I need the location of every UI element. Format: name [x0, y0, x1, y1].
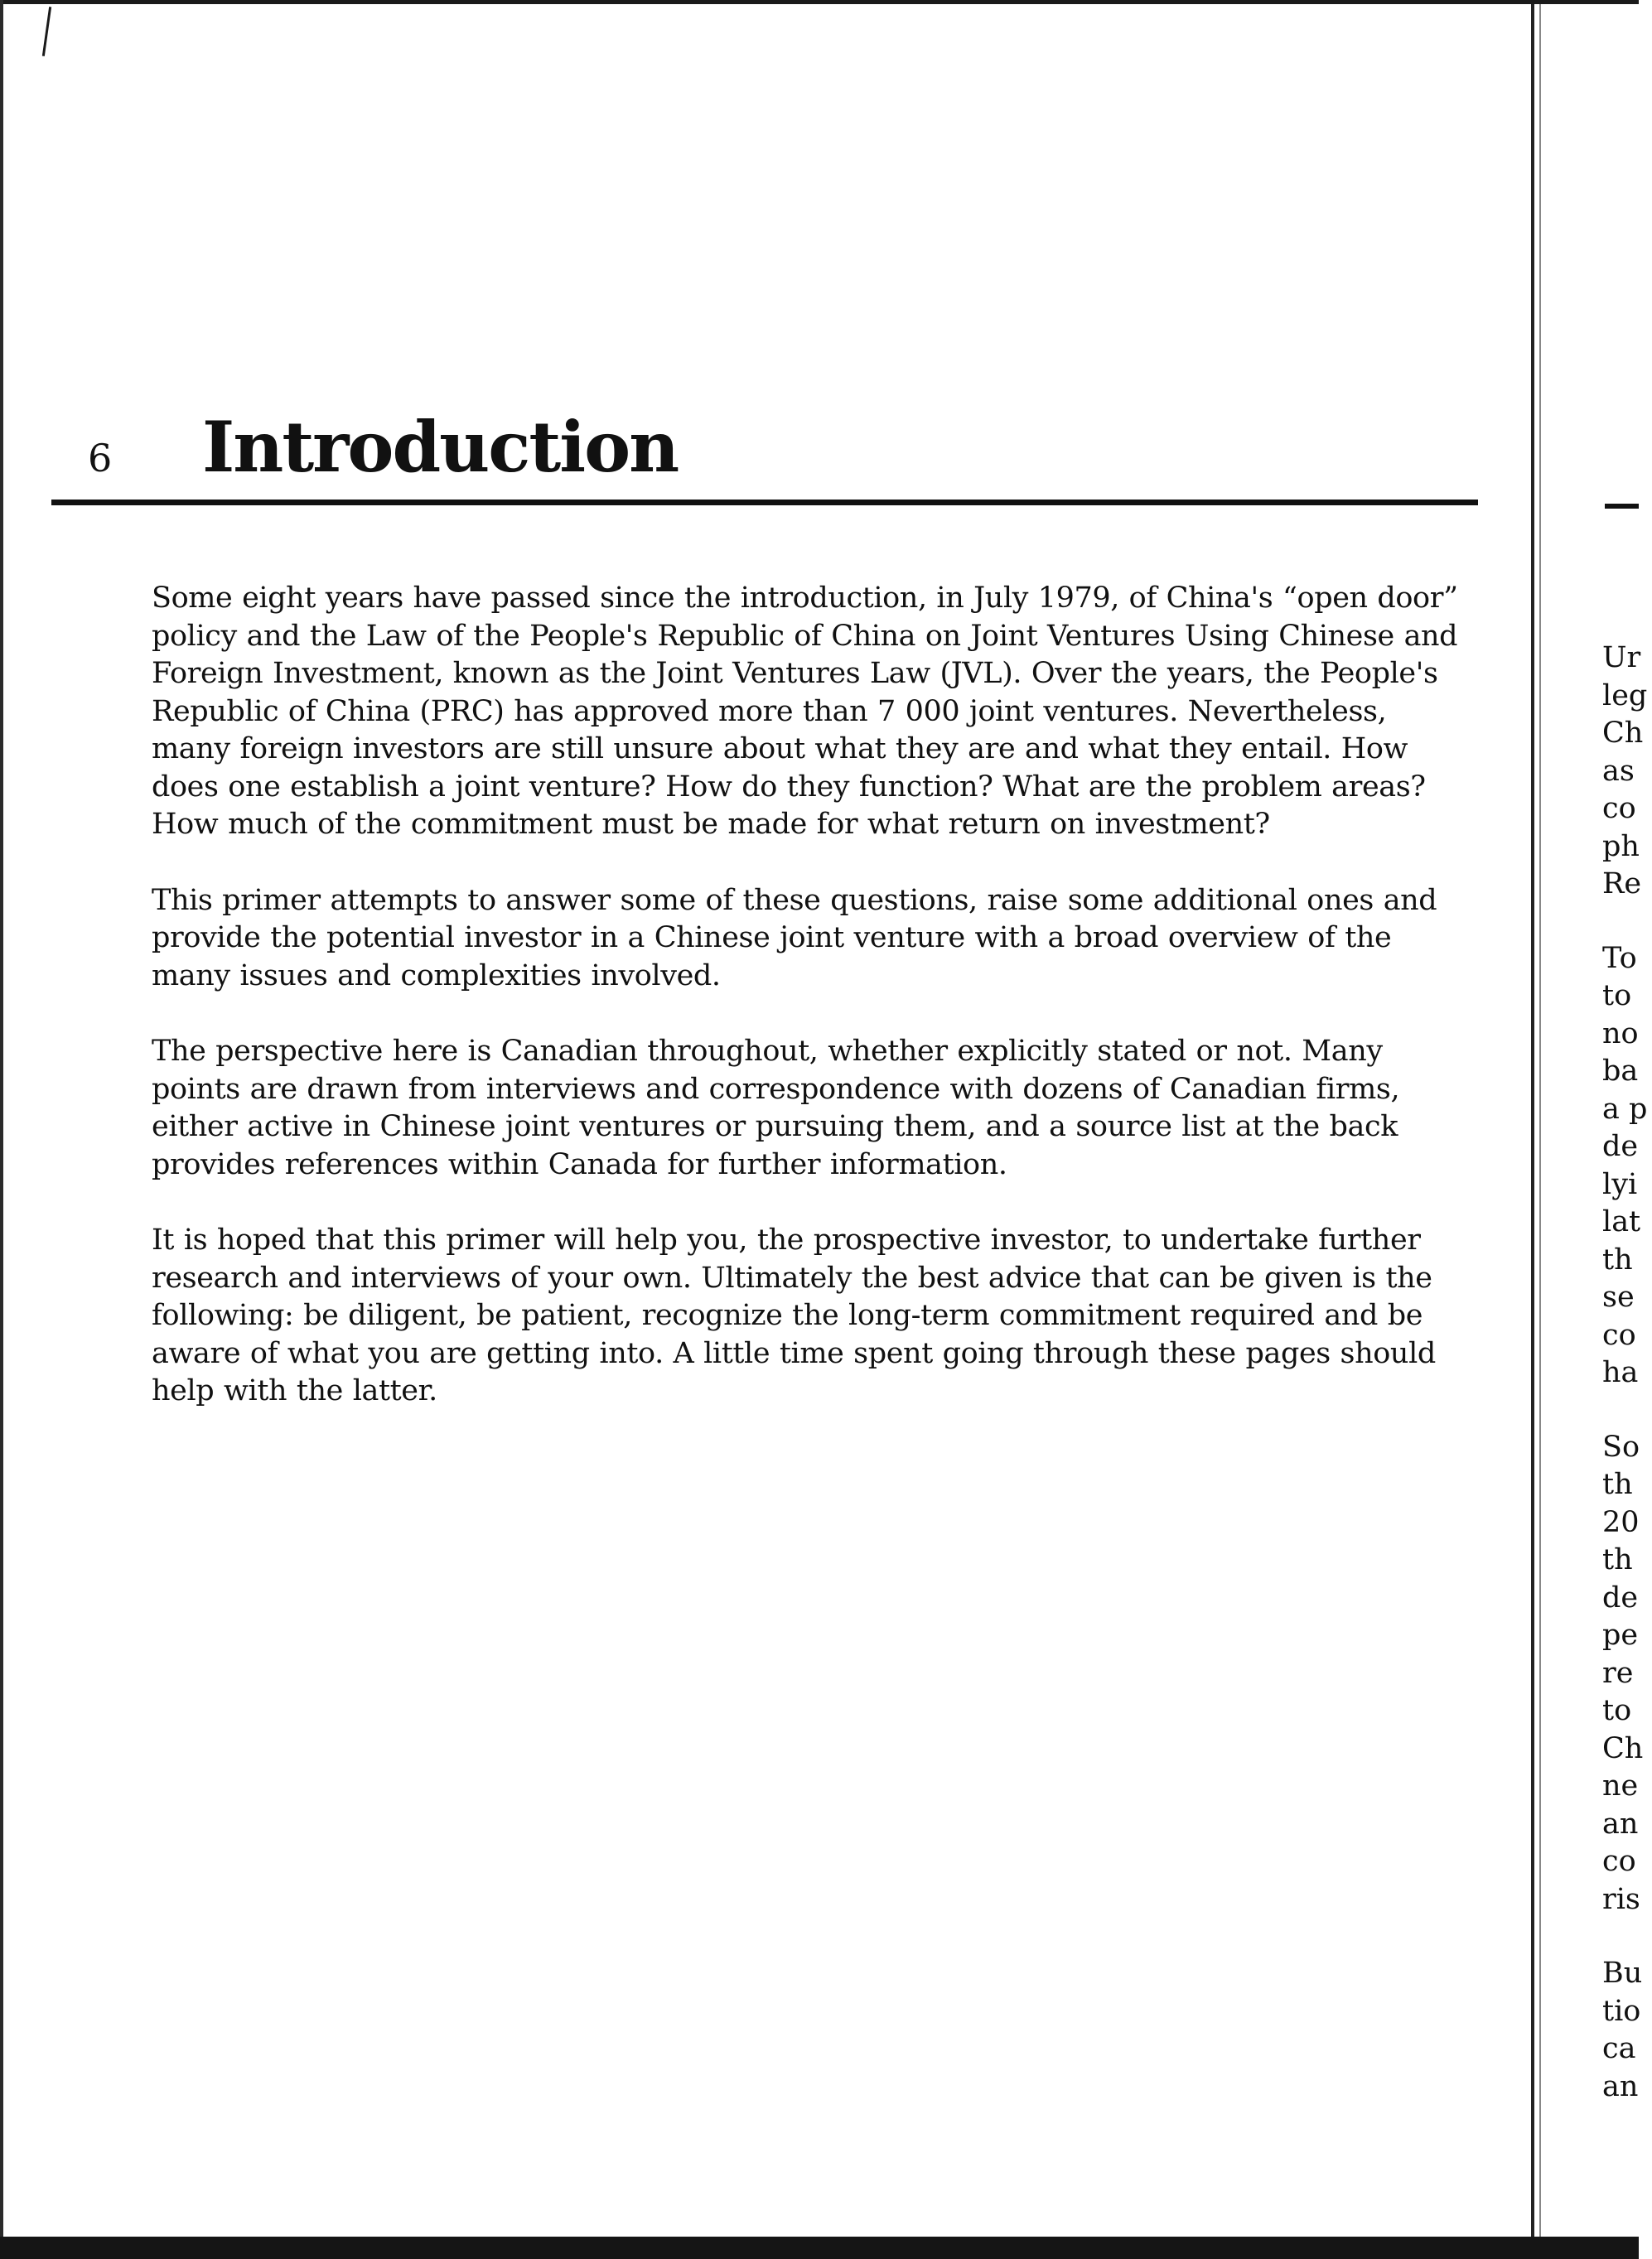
facing-line: a p — [1602, 1092, 1648, 1126]
facing-line: no — [1602, 1016, 1639, 1050]
facing-line: co — [1602, 792, 1636, 825]
facing-line: ba — [1602, 1055, 1639, 1088]
facing-line: ca — [1602, 2032, 1636, 2065]
facing-line: se — [1602, 1281, 1635, 1314]
facing-line: lyi — [1602, 1167, 1638, 1201]
facing-line: Ch — [1602, 717, 1644, 750]
facing-paragraph — [1602, 1429, 1652, 1919]
facing-line: de — [1602, 1581, 1639, 1615]
scan-bottom-edge — [0, 2237, 1639, 2259]
facing-line: co — [1602, 1845, 1636, 1878]
facing-line: pe — [1602, 1619, 1639, 1652]
book-gutter — [1531, 4, 1534, 2241]
paragraph: The perspective here is Canadian throughout, whether explicitly stated or not. Many points are drawn from interviews and correspondence with dozens of Canadian firms, either active in Chinese joint ventures or pursuing them, and a source list at the back provides references within Canada for further information. — [152, 1035, 1400, 1181]
scan-top-edge — [0, 0, 1639, 4]
facing-line: Re — [1602, 867, 1642, 900]
facing-line: to — [1602, 979, 1632, 1012]
book-gutter-shadow — [1539, 4, 1541, 2241]
facing-line: So — [1602, 1430, 1640, 1464]
facing-line: an — [1602, 2069, 1639, 2103]
chapter-title: Introduction — [202, 406, 679, 488]
paragraph: It is hoped that this primer will help you, the prospective investor, to undertake further research and interviews of your own. Ultimately the best advice that can be given is the following: be diligent, be patient, recognize the long-term commitment required and be aware of what you are getting into. A little time spent going through these pages should help with the latter. — [152, 1224, 1436, 1407]
facing-line: co — [1602, 1318, 1636, 1352]
facing-paragraph — [1602, 940, 1652, 1393]
body-text — [152, 580, 1474, 1449]
facing-line: ne — [1602, 1769, 1639, 1803]
facing-line: lat — [1602, 1205, 1641, 1238]
facing-line: th — [1602, 1543, 1633, 1576]
paragraph: Some eight years have passed since the introduction, in July 1979, of China's “open door” policy and the Law of the People's Republic of China on Joint Ventures Using Chinese and Foreign Investment, known as the Joint Ventures Law (JVL). Over the years, the People's Republic of China (PRC) has approved more than 7 000 joint ventures. Nevertheless, many foreign investors are still unsure about what they are and what they entail. How does one establish a joint venture? How do they function? What are the problem areas? How much of the commitment must be made for what return on investment? — [152, 582, 1458, 841]
paragraph: This primer attempts to answer some of these questions, raise some additional ones and provide the potential investor in a Chinese joint venture with a broad overview of the many issues and complexities involved. — [152, 883, 1437, 992]
facing-line: an — [1602, 1807, 1639, 1841]
facing-line: Ch — [1602, 1731, 1644, 1765]
facing-line: th — [1602, 1243, 1633, 1277]
facing-line: ris — [1602, 1882, 1640, 1916]
facing-line: 20 — [1602, 1505, 1640, 1539]
facing-line: de — [1602, 1130, 1639, 1163]
facing-line: Ur — [1602, 641, 1641, 674]
facing-line: re — [1602, 1656, 1634, 1690]
scan-left-edge — [0, 0, 3, 2259]
page-number: 6 — [88, 436, 113, 480]
facing-paragraph — [1602, 1955, 1652, 2106]
facing-line: th — [1602, 1468, 1633, 1501]
facing-line: tio — [1602, 1994, 1641, 2028]
facing-line: leg — [1602, 678, 1648, 712]
facing-line: ph — [1602, 829, 1640, 863]
facing-line: as — [1602, 754, 1635, 788]
facing-line: to — [1602, 1694, 1632, 1727]
facing-page-fragment — [1602, 640, 1652, 2142]
facing-line: ha — [1602, 1356, 1639, 1389]
facing-paragraph — [1602, 640, 1652, 904]
title-rule — [51, 500, 1478, 505]
facing-page-rule — [1605, 504, 1639, 509]
facing-line: Bu — [1602, 1957, 1643, 1990]
pen-mark — [42, 7, 51, 56]
facing-line: To — [1602, 941, 1637, 975]
